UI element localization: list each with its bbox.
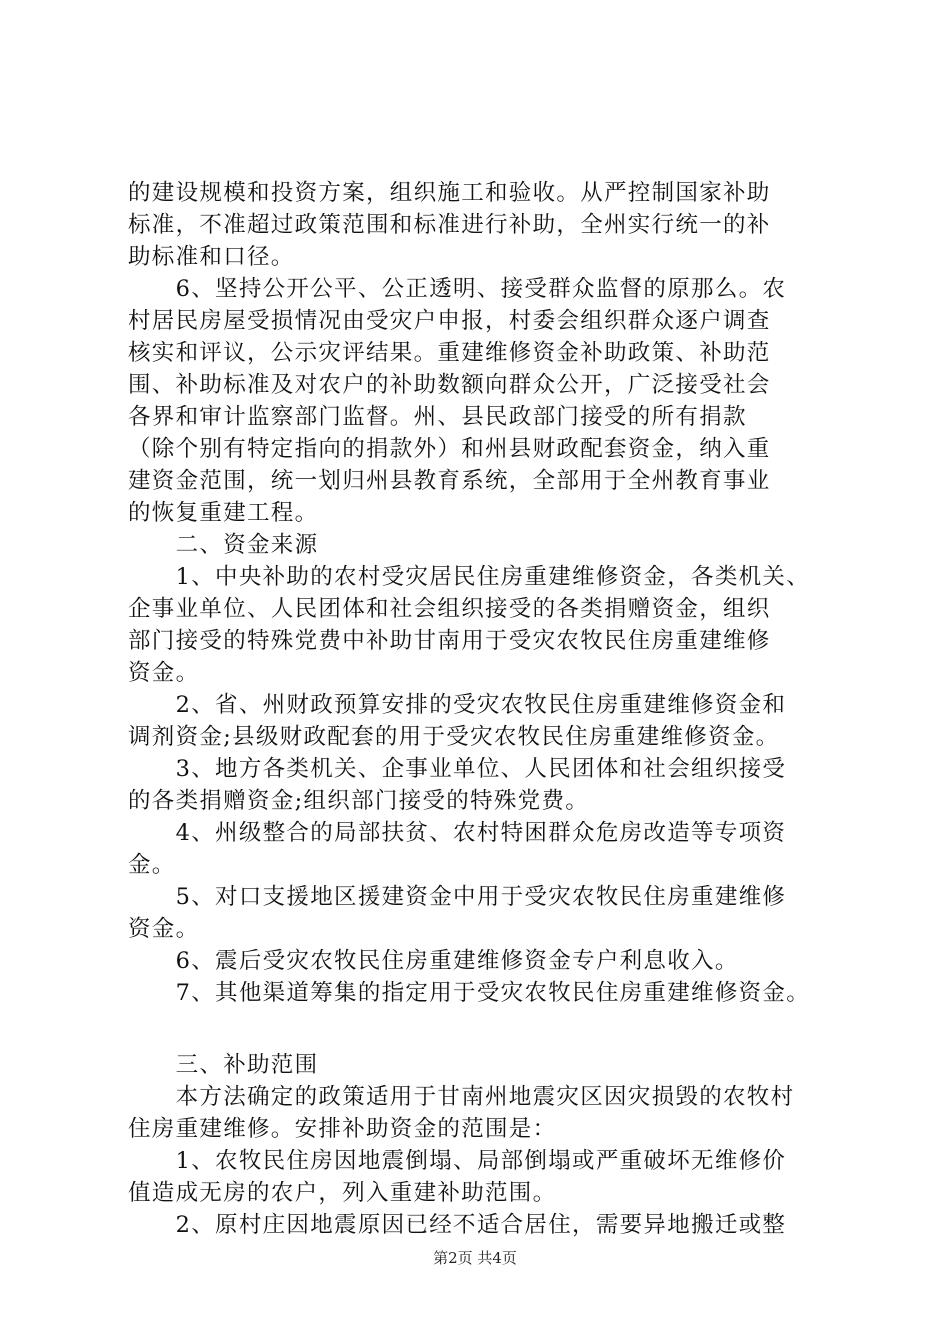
- text-line: 企事业单位、人民团体和社会组织接受的各类捐赠资金，组织: [128, 596, 771, 622]
- text-line: 建资金范围，统一划归州县教育系统，全部用于全州教育事业: [128, 468, 771, 494]
- text-line: 村居民房屋受损情况由受灾户申报，村委会组织群众逐户调查: [128, 308, 771, 334]
- text-line: 核实和评议，公示灾评结果。重建维修资金补助政策、补助范: [128, 340, 771, 366]
- text-line: 5、对口支援地区援建资金中用于受灾农牧民住房重建维修: [128, 884, 787, 910]
- text-line: 2、省、州财政预算安排的受灾农牧民住房重建维修资金和: [128, 692, 787, 718]
- text-line: 2、原村庄因地震原因已经不适合居住，需要异地搬迁或整: [128, 1212, 787, 1238]
- section-heading: 三、补助范围: [128, 1052, 319, 1078]
- text-line: 资金。: [128, 660, 200, 686]
- page-number: 第2页 共4页: [433, 1249, 517, 1267]
- text-line: 各界和审计监察部门监督。州、县民政部门接受的所有捐款: [128, 404, 747, 430]
- text-line: 部门接受的特殊党费中补助甘南用于受灾农牧民住房重建维修: [128, 628, 771, 654]
- text-line: 的建设规模和投资方案，组织施工和验收。从严控制国家补助: [128, 180, 771, 206]
- text-line: 住房重建维修。安排补助资金的范围是：: [128, 1116, 557, 1142]
- text-line: 资金。: [128, 916, 200, 942]
- text-line: 金。: [128, 852, 176, 878]
- text-line: （除个别有特定指向的捐款外）和州县财政配套资金，纳入重: [128, 436, 771, 462]
- section-heading: 二、资金来源: [128, 532, 319, 558]
- text-line: 3、地方各类机关、企事业单位、人民团体和社会组织接受: [128, 756, 787, 782]
- text-line: 调剂资金;县级财政配套的用于受灾农牧民住房重建维修资金。: [128, 724, 780, 750]
- text-line: 7、其他渠道筹集的指定用于受灾农牧民住房重建维修资金。: [128, 980, 811, 1006]
- text-line: 围、补助标准及对农户的补助数额向群众公开，广泛接受社会: [128, 372, 771, 398]
- text-line: 1、农牧民住房因地震倒塌、局部倒塌或严重破坏无维修价: [128, 1148, 787, 1174]
- text-line: 的恢复重建工程。: [128, 500, 319, 526]
- text-line: 1、中央补助的农村受灾居民住房重建维修资金，各类机关、: [128, 564, 811, 590]
- text-line: 6、震后受灾农牧民住房重建维修资金专户利息收入。: [128, 948, 739, 974]
- text-line: 标准，不准超过政策范围和标准进行补助，全州实行统一的补: [128, 212, 771, 238]
- text-line: 4、州级整合的局部扶贫、农村特困群众危房改造等专项资: [128, 820, 787, 846]
- text-line: 6、坚持公开公平、公正透明、接受群众监督的原那么。农: [128, 276, 787, 302]
- text-line: 值造成无房的农户，列入重建补助范围。: [128, 1180, 557, 1206]
- text-line: 的各类捐赠资金;组织部门接受的特殊党费。: [128, 788, 590, 814]
- text-line: 本方法确定的政策适用于甘南州地震灾区因灾损毁的农牧村: [128, 1084, 795, 1110]
- text-line: 助标准和口径。: [128, 244, 295, 270]
